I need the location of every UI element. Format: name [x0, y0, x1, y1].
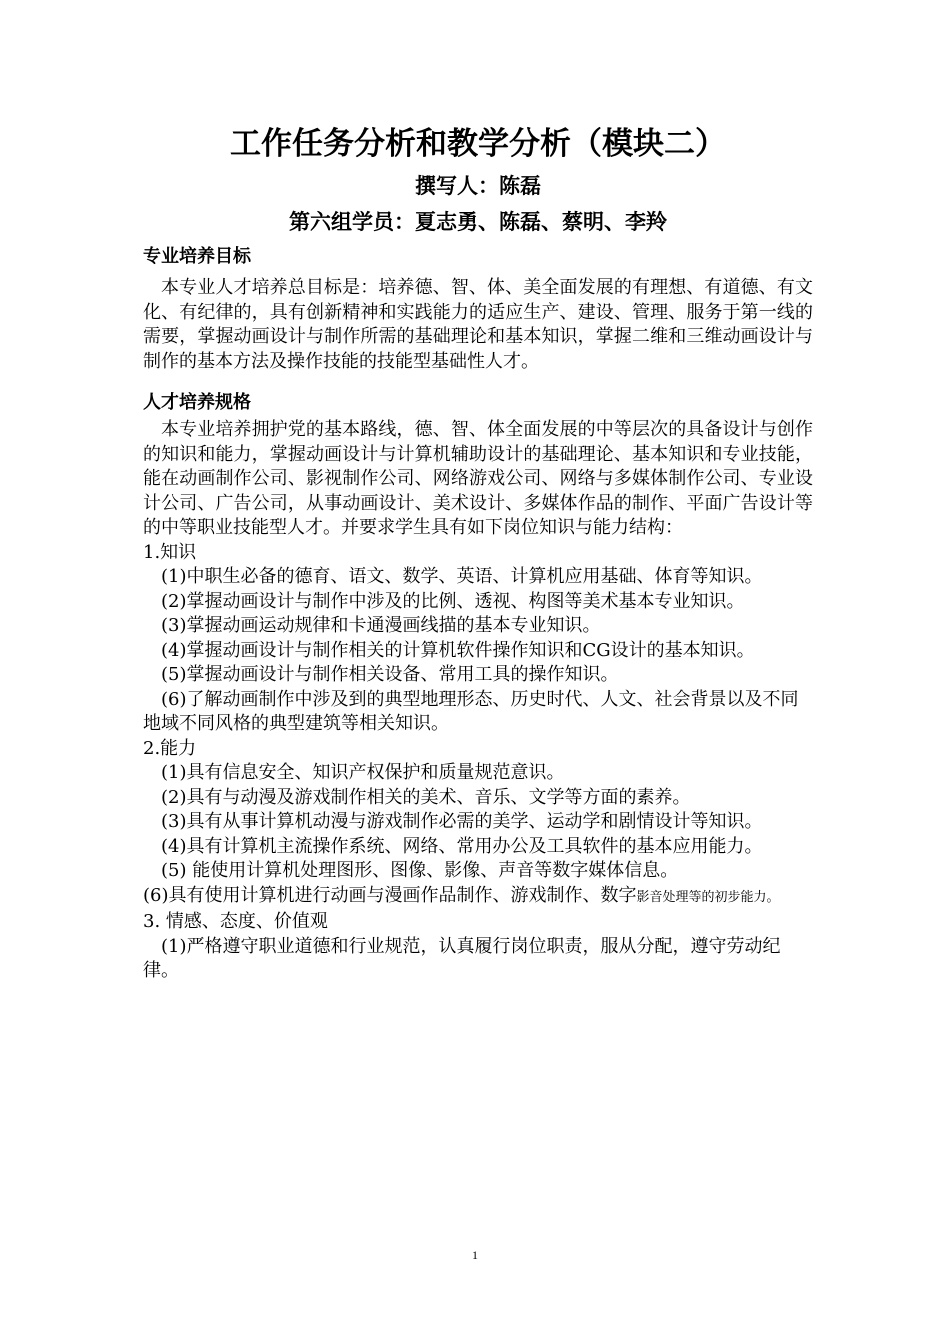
document-page: [143, 120, 813, 984]
knowledge-item: (1)中职生必备的德育、语文、数学、英语、计算机应用基础、体育等知识。: [161, 566, 763, 587]
ability-item: (4)具有计算机主流操作系统、网络、常用办公及工具软件的基本应用能力。: [161, 835, 763, 857]
attitude-heading: 3. 情感、态度、价值观: [143, 911, 328, 932]
document-author: 撰写人：陈磊: [415, 174, 541, 198]
section-heading-training-spec: 人才培养规格: [143, 392, 251, 413]
knowledge-item: (3)掌握动画运动规律和卡通漫画线描的基本专业知识。: [161, 615, 601, 636]
training-spec-paragraph: 本专业培养拥护党的基本路线，德、智、体全面发展的中等层次的具备设计与创作的知识和能力，掌握动画设计与计算机辅助设计的基础理论、基本知识和专业技能，能在动画制作公司、影视制作公司、网络游戏公司、网络与多媒体制作公司、专业设计公司、广告公司，从事动画设计、美术设计、多媒体作品的制作、平面广告设计等的中等职业技能型人才。并要求学生具有如下岗位知识与能力结构：: [143, 419, 813, 538]
ability-item: (5) 能使用计算机处理图形、图像、影像、声音等数字媒体信息。: [161, 860, 679, 881]
ability-item-6-main: (6)具有使用计算机进行动画与漫画作品制作、游戏制作、数字: [143, 884, 637, 906]
knowledge-item: (4)掌握动画设计与制作相关的计算机软件操作知识和CG设计的基本知识。: [161, 639, 755, 661]
knowledge-item: (6)了解动画制作中涉及到的典型地理形态、历史时代、人文、社会背景以及不同地域不同风格的典型建筑等相关知识。: [143, 688, 799, 734]
knowledge-heading: 1.知识: [143, 541, 197, 563]
page-number: 1: [472, 1248, 478, 1262]
document-title: 工作任务分析和教学分析（模块二）: [230, 126, 726, 162]
group-members: 第六组学员：夏志勇、陈磊、蔡明、李羚: [289, 210, 667, 234]
ability-item-6: [143, 884, 813, 911]
knowledge-item: (5)掌握动画设计与制作相关设备、常用工具的操作知识。: [161, 664, 619, 685]
ability-heading: 2.能力: [143, 737, 197, 759]
knowledge-item: (2)掌握动画设计与制作中涉及的比例、透视、构图等美术基本专业知识。: [161, 590, 745, 612]
ability-item: (3)具有从事计算机动漫与游戏制作必需的美学、运动学和剧情设计等知识。: [161, 811, 763, 832]
ability-item-6-small: 影音处理等的初步能力。: [636, 889, 780, 905]
section-heading-training-goal: 专业培养目标: [143, 246, 251, 267]
ability-item: (2)具有与动漫及游戏制作相关的美术、音乐、文学等方面的素养。: [161, 786, 691, 808]
attitude-item: (1)严格遵守职业道德和行业规范，认真履行岗位职责，服从分配，遵守劳动纪律。: [143, 935, 781, 981]
ability-item: (1)具有信息安全、知识产权保护和质量规范意识。: [161, 762, 565, 783]
training-goal-paragraph: 本专业人才培养总目标是：培养德、智、体、美全面发展的有理想、有道德、有文化、有纪律的，具有创新精神和实践能力的适应生产、建设、管理、服务于第一线的需要，掌握动画设计与制作所需的基础理论和基本知识，掌握二维和三维动画设计与制作的基本方法及操作技能的技能型基础性人才。: [143, 277, 813, 372]
